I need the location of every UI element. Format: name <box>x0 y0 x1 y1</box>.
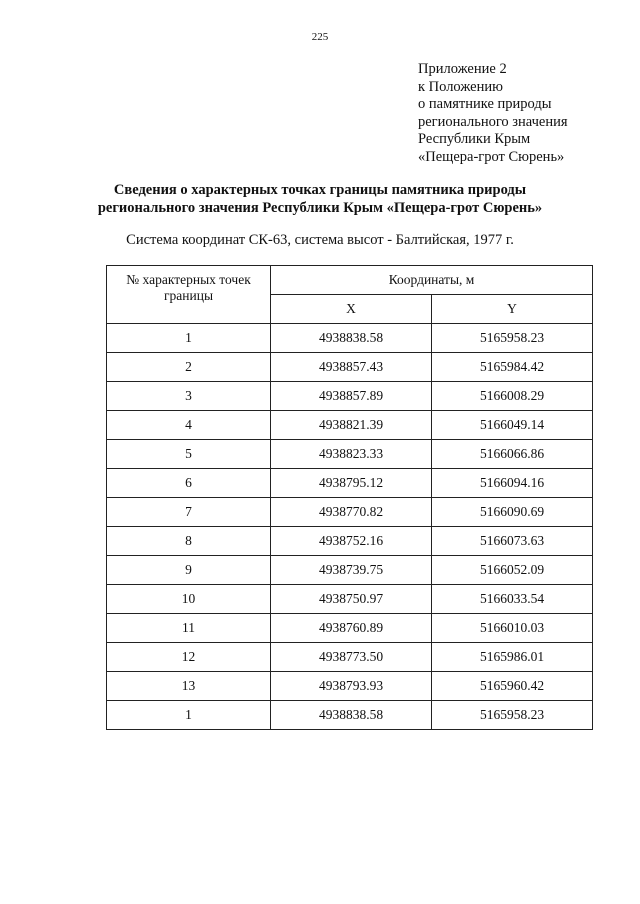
cell-y: 5165960.42 <box>432 672 593 701</box>
cell-point-number: 8 <box>107 527 271 556</box>
appendix-line: о памятнике природы <box>418 96 552 112</box>
cell-point-number: 11 <box>107 614 271 643</box>
appendix-block <box>418 61 568 166</box>
cell-x: 4938760.89 <box>271 614 432 643</box>
cell-x: 4938838.58 <box>271 324 432 353</box>
cell-point-number: 6 <box>107 469 271 498</box>
cell-y: 5166066.86 <box>432 440 593 469</box>
appendix-line: «Пещера-грот Сюрень» <box>418 148 565 165</box>
cell-y: 5166052.09 <box>432 556 593 585</box>
table-row <box>107 382 593 411</box>
cell-x: 4938838.58 <box>271 701 432 730</box>
document-title <box>0 181 640 217</box>
table-row <box>107 672 593 701</box>
cell-y: 5165986.01 <box>432 643 593 672</box>
table-row <box>107 556 593 585</box>
title-line: регионального значения Республики Крым «Пещера-грот Сюрень» <box>97 200 543 216</box>
coordinate-system-note: Система координат СК-63, система высот - Балтийская, 1977 г. <box>126 232 514 248</box>
boundary-points-table <box>106 265 593 730</box>
cell-point-number: 5 <box>107 440 271 469</box>
cell-point-number: 12 <box>107 643 271 672</box>
cell-x: 4938795.12 <box>271 469 432 498</box>
table-row <box>107 643 593 672</box>
appendix-line: регионального значения <box>418 113 568 130</box>
cell-x: 4938857.89 <box>271 382 432 411</box>
cell-x: 4938793.93 <box>271 672 432 701</box>
cell-y: 5166094.16 <box>432 469 593 498</box>
cell-y: 5166008.29 <box>432 382 593 411</box>
cell-point-number: 10 <box>107 585 271 614</box>
table-row <box>107 585 593 614</box>
cell-x: 4938821.39 <box>271 411 432 440</box>
table-body <box>107 324 593 730</box>
cell-y: 5166073.63 <box>432 527 593 556</box>
header-y: Y <box>432 295 593 324</box>
cell-y: 5166049.14 <box>432 411 593 440</box>
table-row <box>107 411 593 440</box>
header-x: X <box>271 295 432 324</box>
cell-x: 4938773.50 <box>271 643 432 672</box>
header-point-number: № характерных точек границы <box>107 266 271 324</box>
table-row <box>107 701 593 730</box>
table-row <box>107 469 593 498</box>
cell-x: 4938857.43 <box>271 353 432 382</box>
cell-x: 4938752.16 <box>271 527 432 556</box>
cell-point-number: 1 <box>107 324 271 353</box>
cell-y: 5166090.69 <box>432 498 593 527</box>
cell-point-number: 7 <box>107 498 271 527</box>
cell-x: 4938770.82 <box>271 498 432 527</box>
cell-y: 5165958.23 <box>432 701 593 730</box>
cell-point-number: 1 <box>107 701 271 730</box>
table-row <box>107 324 593 353</box>
appendix-line: к Положению <box>418 78 503 95</box>
cell-x: 4938823.33 <box>271 440 432 469</box>
table-row <box>107 440 593 469</box>
cell-point-number: 3 <box>107 382 271 411</box>
appendix-line: Республики Крым <box>418 131 531 147</box>
table-row <box>107 498 593 527</box>
cell-point-number: 9 <box>107 556 271 585</box>
table-row <box>107 527 593 556</box>
table-row <box>107 614 593 643</box>
cell-x: 4938750.97 <box>271 585 432 614</box>
cell-y: 5165958.23 <box>432 324 593 353</box>
cell-x: 4938739.75 <box>271 556 432 585</box>
appendix-line: Приложение 2 <box>418 61 507 77</box>
cell-y: 5166033.54 <box>432 585 593 614</box>
title-line: Сведения о характерных точках границы памятника природы <box>113 182 527 198</box>
cell-point-number: 4 <box>107 411 271 440</box>
cell-point-number: 13 <box>107 672 271 701</box>
page-number: 225 <box>311 31 329 43</box>
table-row <box>107 353 593 382</box>
cell-point-number: 2 <box>107 353 271 382</box>
header-coordinates: Координаты, м <box>271 266 593 295</box>
cell-y: 5166010.03 <box>432 614 593 643</box>
cell-y: 5165984.42 <box>432 353 593 382</box>
